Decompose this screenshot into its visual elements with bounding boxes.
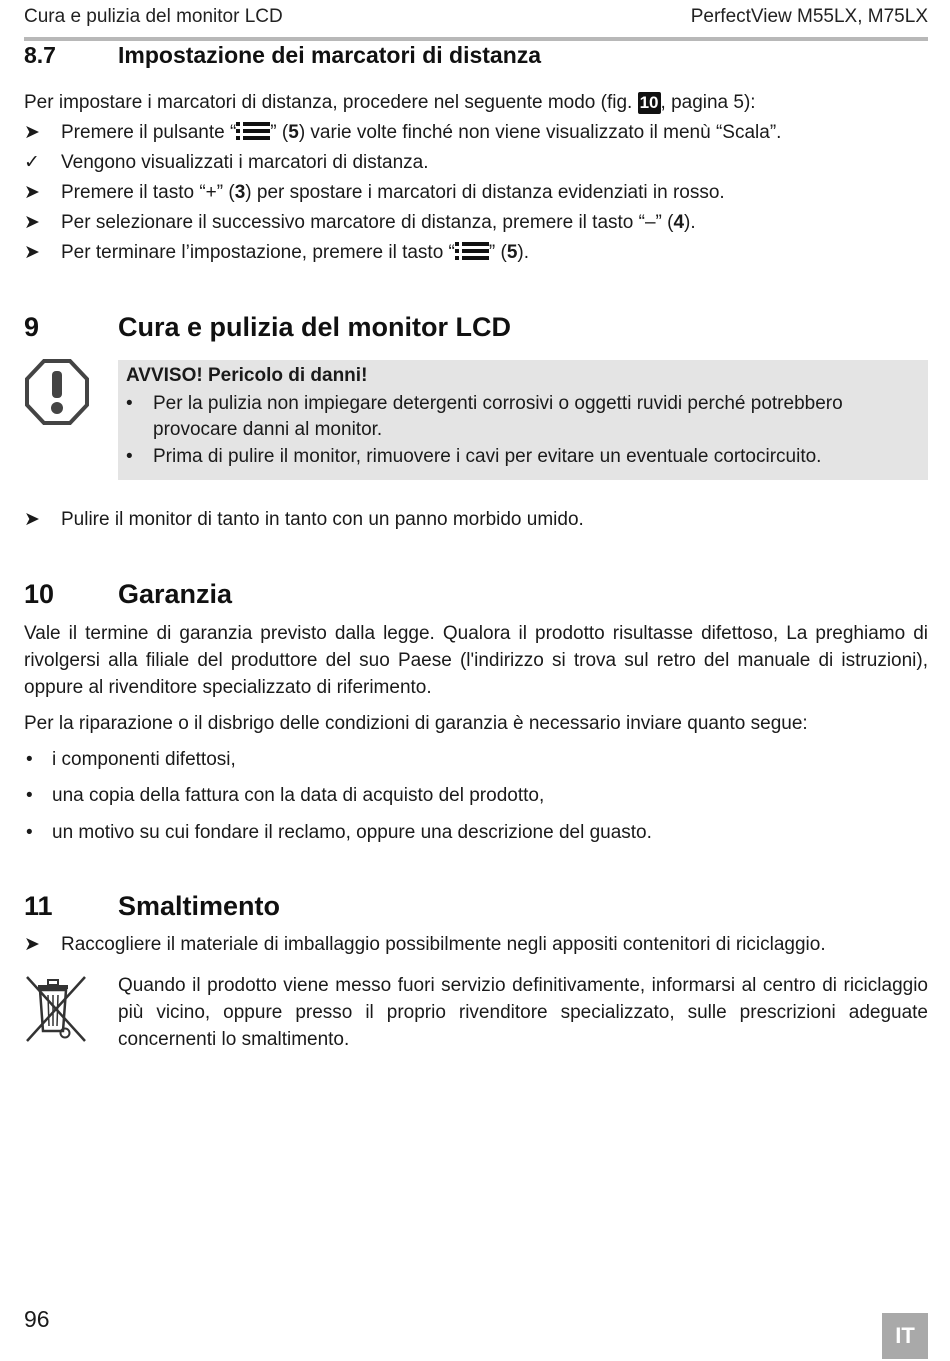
menu-button-icon xyxy=(455,241,489,261)
warning-item xyxy=(126,391,926,443)
bullet-icon: • xyxy=(26,749,33,770)
intro-text: Per impostare i marcatori di distanza, procedere nel seguente modo (fig. xyxy=(24,92,638,113)
warning-box xyxy=(118,360,928,480)
section-number: 8.7 xyxy=(24,42,56,68)
step-button-number: 5 xyxy=(506,242,518,263)
header-rule xyxy=(24,37,928,41)
step-text: Pulire il monitor di tanto in tanto con un panno morbido umido. xyxy=(61,509,584,530)
header-model: PerfectView M55LX, M75LX xyxy=(690,6,928,27)
warning-item-text: Per la pulizia non impiegare detergenti corrosivi o oggetti ruvidi perché potrebbero provocare danni al monitor. xyxy=(153,393,843,440)
arrow-icon: ➤ xyxy=(24,242,40,263)
warning-item xyxy=(126,444,926,470)
list-item-text: una copia della fattura con la data di acquisto del prodotto, xyxy=(52,785,545,806)
step-text: Raccogliere il materiale di imballaggio possibilmente negli appositi contenitori di riciclaggio. xyxy=(61,934,826,955)
step-text-part: ). xyxy=(517,242,529,263)
section-title: Cura e pulizia del monitor LCD xyxy=(118,312,512,342)
running-header xyxy=(24,6,928,36)
arrow-icon: ➤ xyxy=(24,122,40,143)
step-text xyxy=(61,240,529,266)
step-text-part: ). xyxy=(684,212,696,233)
section-title: Garanzia xyxy=(118,579,233,609)
step-text-part: ” ( xyxy=(488,242,507,263)
bullet-icon: • xyxy=(126,393,133,414)
warranty-requirements-intro: Per la riparazione o il disbrigo delle condizioni di garanzia è necessario inviare quanto segue: xyxy=(24,713,808,734)
step-text xyxy=(61,120,781,146)
section-number: 9 xyxy=(24,312,40,342)
arrow-icon: ➤ xyxy=(24,934,40,955)
step-text-part: Premere il tasto “+” ( xyxy=(61,182,235,203)
page-number: 96 xyxy=(24,1306,50,1332)
section-8-7-intro xyxy=(24,90,756,116)
result-text: Vengono visualizzati i marcatori di distanza. xyxy=(61,152,429,173)
warning-octagon-icon xyxy=(24,358,90,426)
step-text-part: Per selezionare il successivo marcatore di distanza, premere il tasto “–” ( xyxy=(61,212,674,233)
arrow-icon: ➤ xyxy=(24,182,40,203)
warning-item-text: Prima di pulire il monitor, rimuovere i cavi per evitare un eventuale cortocircuito. xyxy=(153,446,822,467)
arrow-icon: ➤ xyxy=(24,509,40,530)
step-text-part: Per terminare l’impostazione, premere il tasto “ xyxy=(61,242,455,263)
checkmark-icon: ✓ xyxy=(24,152,40,173)
intro-text-end: , pagina 5): xyxy=(660,92,756,113)
list-item-text: un motivo su cui fondare il reclamo, oppure una descrizione del guasto. xyxy=(52,822,652,843)
list-item-text: i componenti difettosi, xyxy=(52,749,236,770)
bullet-icon: • xyxy=(126,446,133,467)
weee-crossed-bin-icon xyxy=(24,975,88,1043)
warning-title: AVVISO! Pericolo di danni! xyxy=(126,365,368,386)
section-title: Smaltimento xyxy=(118,891,281,921)
section-number: 10 xyxy=(24,579,55,609)
step-text-part: ” ( xyxy=(270,122,289,143)
step-text xyxy=(61,210,696,236)
bullet-icon: • xyxy=(26,785,33,806)
step-button-number: 5 xyxy=(288,122,299,143)
menu-button-icon xyxy=(236,121,270,141)
section-title: Impostazione dei marcatori di distanza xyxy=(118,42,542,68)
bullet-icon: • xyxy=(26,822,33,843)
arrow-icon: ➤ xyxy=(24,212,40,233)
disposal-paragraph: Quando il prodotto viene messo fuori servizio definitivamente, informarsi al centro di riciclaggio più vicino, oppure presso il proprio rivenditore specializzato, sulle prescrizioni adeguate concernenti lo smaltimento. xyxy=(118,975,928,1050)
step-text-part: ) varie volte finché non viene visualizzato il menù “Scala”. xyxy=(298,122,782,143)
language-badge: IT xyxy=(882,1313,928,1359)
step-button-number: 3 xyxy=(234,182,246,203)
step-text-part: ) per spostare i marcatori di distanza evidenziati in rosso. xyxy=(245,182,725,203)
section-number: 11 xyxy=(24,891,53,921)
step-button-number: 4 xyxy=(673,212,685,233)
figure-reference-badge: 10 xyxy=(639,93,659,112)
step-text xyxy=(61,180,725,206)
warranty-paragraph: Vale il termine di garanzia previsto dalla legge. Qualora il prodotto risultasse difettoso, La preghiamo di rivolgersi alla filiale del produttore del suo Paese (l'indirizzo si trova sul retro del manuale di istruzioni), oppure al rivenditore specializzato di riferimento. xyxy=(24,623,928,698)
step-text-part: Premere il pulsante “ xyxy=(61,122,237,143)
header-chapter: Cura e pulizia del monitor LCD xyxy=(24,6,283,27)
